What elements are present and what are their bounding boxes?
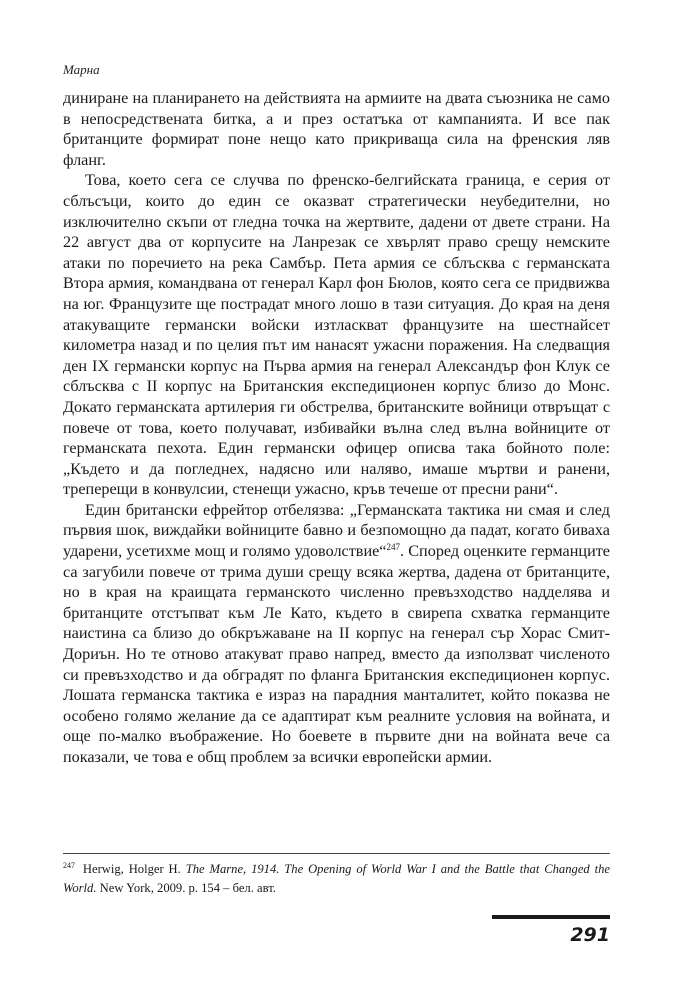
running-head: Марна bbox=[63, 62, 100, 77]
paragraph-3 bbox=[63, 500, 610, 768]
paragraph-3-text-after: . Според оценките германците са загубили повече от трима души срещу всяка жертва, дадена от британците, но в края на краищата германското численно превъзходство надделява и британците отстъпват към Ле Като, където в свирепа схватка германците наистина са близо до обкръжаване на II корпус на генерал сър Хорас Смит-Дориън. Но те отново атакуват право напред, вместо да използват численото си превъзходство и да обградят по фланга Британския експедиционен корпус. Лошата германска тактика е израз на парадния манталитет, който показва не особено голямо желание да се адаптират към реалните условия на войната, и още по-малко въображение. Но боевете в първите дни на войната вече са показали, че това е общ проблем за всички европейски армии. bbox=[63, 542, 610, 766]
footnote-details: New York, 2009. p. 154 – бел. авт. bbox=[99, 880, 276, 895]
paragraph-3-text-before: Един британски ефрейтор отбелязва: „Германската тактика ни смая и след първия шок, виждайки войниците бавно и безпомощно да падат, когато биваха ударени, усетихме мощ и голямо удоволствие“ bbox=[63, 500, 610, 561]
page-number: 291 bbox=[570, 924, 610, 946]
footnote-reference[interactable]: 247 bbox=[386, 542, 400, 553]
footnote-number: 247 bbox=[63, 861, 75, 870]
footnote-title: The Marne, 1914. The Opening of World War I and the Battle that Changed the World. bbox=[63, 862, 610, 895]
paragraph-1: диниране на планирането на действията на армиите на двата съюзника не само в непосредствената битка, а и през остатъка от кампанията. И все пак британците формират поне нещо като прикриваща сила на френския ляв фланг. bbox=[63, 89, 610, 169]
main-text bbox=[63, 88, 610, 768]
page-number-bar bbox=[492, 915, 610, 919]
paragraph-2: Това, което сега се случва по френско-белгийската граница, е серия от сблъсъци, които до един се оказват стратегически неубедителни, но изключително скъпи от гледна точка на жертвите, дадени от двете страни. На 22 август два от корпусите на Ланрезак се хвърлят право срещу немските атаки по поречието на река Самбър. Пета армия се сблъсква с германската Втора армия, командвана от генерал Карл фон Бюлов, която сега се придвижва на юг. Французите ще пострадат много лошо в тази ситуация. До края на деня атакуващите германски войски изтласкват французите на шестнайсет километра назад и по целия път им нанасят ужасни поражения. На следващия ден IX германски корпус на Първа армия на генерал Александър фон Клук се сблъсква с II корпус на Британския експедиционен корпус близо до Монс. Докато германската артилерия ги обстрелва, британските войници отвръщат с повече от това, което получават, избивайки вълна след вълна войниците от германската пехота. Един германски офицер описва така бойното поле: „Където и да погледнех, надясно или наляво, имаше мъртви и ранени, треперещи в конвулсии, стенещи ужасно, кръв течеше от пресни рани“. bbox=[63, 171, 610, 499]
footnote-divider bbox=[63, 853, 610, 854]
footnote bbox=[63, 860, 610, 897]
footnote-author: Herwig, Holger H. bbox=[82, 862, 181, 876]
